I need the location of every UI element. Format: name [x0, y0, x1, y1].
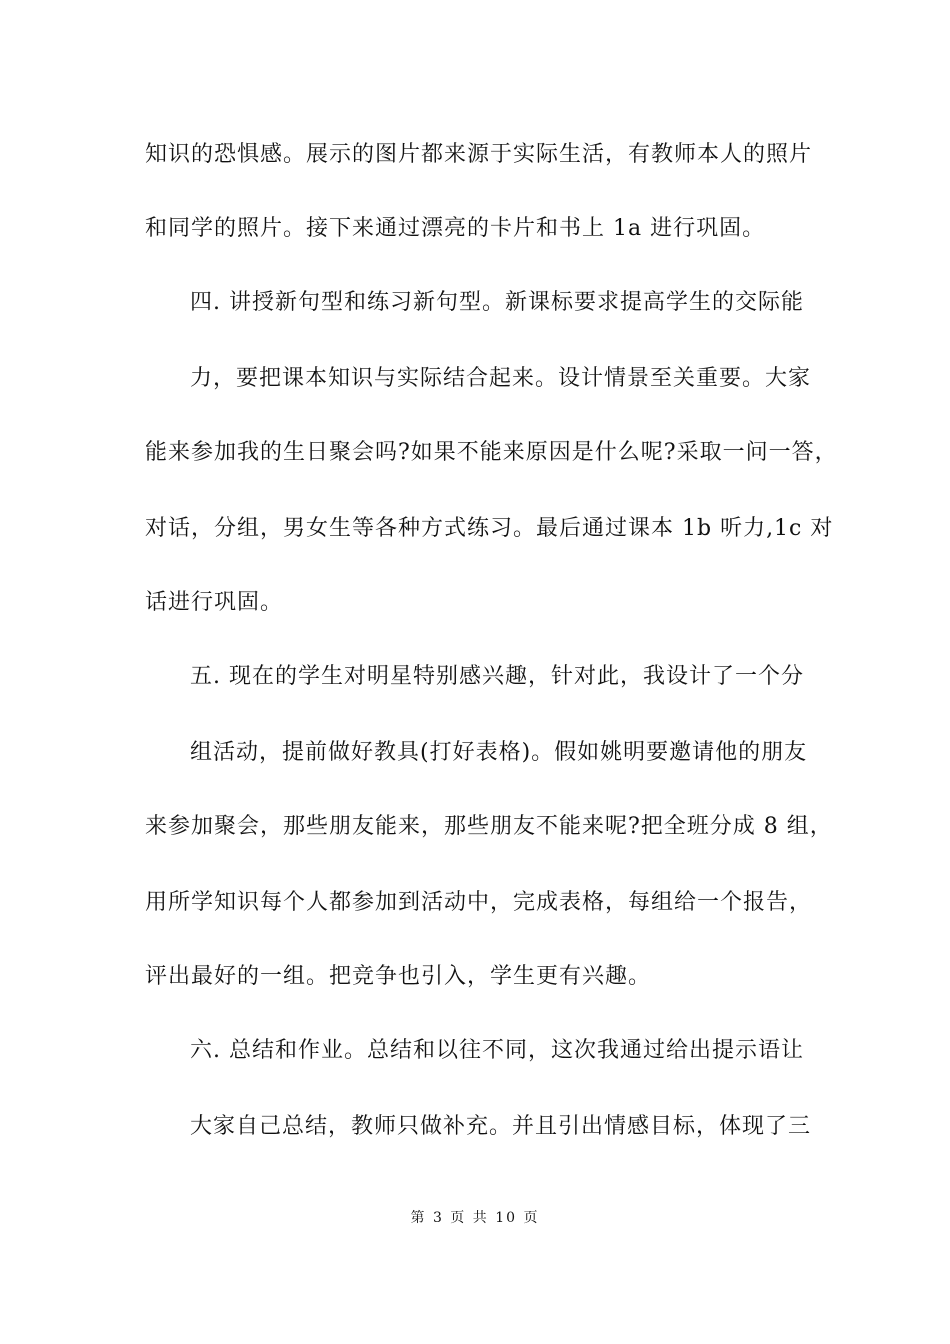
- body-line-1: 知识的恐惧感。展示的图片都来源于实际生活，有教师本人的照片: [145, 142, 813, 167]
- body-line-13: 六. 总结和作业。总结和以往不同，这次我通过给出提示语让: [190, 1038, 804, 1063]
- body-line-14: 大家自己总结，教师只做补充。并且引出情感目标，体现了三: [190, 1114, 812, 1139]
- body-line-9: 组活动，提前做好教具(打好表格)。假如姚明要邀请他的朋友: [190, 740, 808, 765]
- body-line-5: 能来参加我的生日聚会吗?如果不能来原因是什么呢?采取一问一答，: [145, 440, 838, 465]
- body-line-12: 评出最好的一组。把竞争也引入，学生更有兴趣。: [145, 964, 652, 989]
- body-line-10: 来参加聚会，那些朋友能来，那些朋友不能来呢?把全班分成 8 组，: [145, 814, 833, 839]
- body-line-3: 四. 讲授新句型和练习新句型。新课标要求提高学生的交际能: [190, 290, 804, 315]
- body-line-6: 对话，分组，男女生等各种方式练习。最后通过课本 1b 听力,1c 对: [145, 516, 834, 541]
- body-line-11: 用所学知识每个人都参加到活动中，完成表格，每组给一个报告，: [145, 890, 813, 915]
- body-line-8: 五. 现在的学生对明星特别感兴趣，针对此，我设计了一个分: [190, 664, 804, 689]
- body-line-4: 力，要把课本知识与实际结合起来。设计情景至关重要。大家: [190, 366, 812, 391]
- body-line-7: 话进行巩固。: [145, 590, 284, 615]
- page-number-footer: 第 3 页 共 10 页: [410, 1210, 540, 1226]
- body-line-2: 和同学的照片。接下来通过漂亮的卡片和书上 1a 进行巩固。: [145, 216, 766, 241]
